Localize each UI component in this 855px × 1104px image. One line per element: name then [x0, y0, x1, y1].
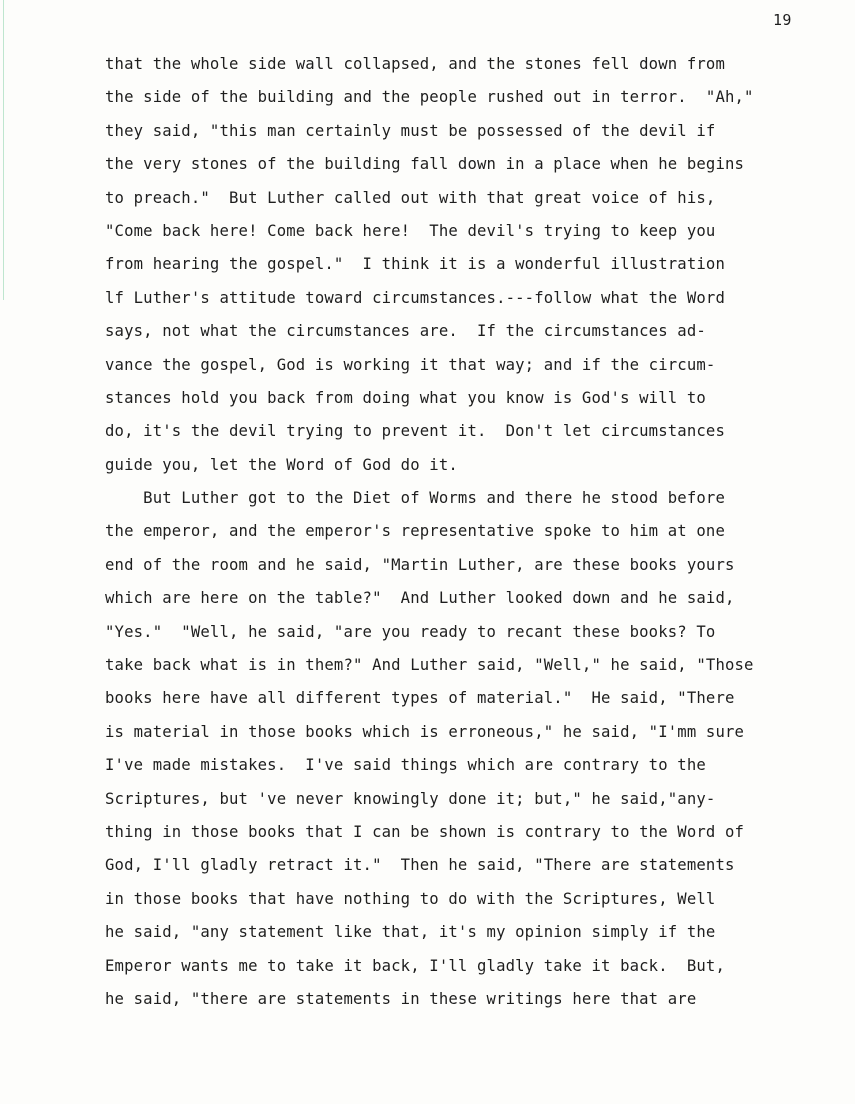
- text-line: is material in those books which is erroneous," he said, "I'mm sure: [105, 722, 745, 741]
- text-line: guide you, let the Word of God do it.: [105, 455, 458, 474]
- text-line: Scriptures, but 've never knowingly done it; but," he said,"any-: [105, 789, 716, 808]
- text-line: they said, "this man certainly must be possessed of the devil if: [105, 121, 716, 140]
- text-line: lf Luther's attitude toward circumstances.---follow what the Word: [105, 288, 725, 307]
- text-line: the side of the building and the people rushed out in terror. "Ah,": [105, 88, 754, 107]
- text-line: take back what is in them?" And Luther said, "Well," he said, "Those: [105, 656, 754, 675]
- text-line: thing in those books that I can be shown is contrary to the Word of: [105, 822, 745, 841]
- page-number: 19: [773, 11, 792, 29]
- text-line: says, not what the circumstances are. If the circumstances ad-: [105, 322, 706, 341]
- text-line: to preach." But Luther called out with that great voice of his,: [105, 188, 716, 207]
- text-line: But Luther got to the Diet of Worms and there he stood before: [105, 489, 725, 508]
- text-line: that the whole side wall collapsed, and the stones fell down from: [105, 55, 725, 73]
- text-line: God, I'll gladly retract it." Then he said, "There are statements: [105, 856, 735, 875]
- text-line: he said, "any statement like that, it's my opinion simply if the: [105, 923, 716, 942]
- text-line: from hearing the gospel." I think it is a wonderful illustration: [105, 255, 725, 274]
- text-line: the emperor, and the emperor's representative spoke to him at one: [105, 522, 725, 541]
- text-line: "Yes." "Well, he said, "are you ready to recant these books? To: [105, 622, 716, 641]
- margin-mark: [3, 0, 4, 300]
- text-line: stances hold you back from doing what you know is God's will to: [105, 388, 706, 407]
- text-line: "Come back here! Come back here! The devil's trying to keep you: [105, 221, 716, 240]
- text-line: do, it's the devil trying to prevent it. Don't let circumstances: [105, 422, 725, 441]
- text-line: in those books that have nothing to do with the Scriptures, Well: [105, 889, 716, 908]
- text-line: vance the gospel, God is working it that way; and if the circum-: [105, 355, 716, 374]
- text-line: I've made mistakes. I've said things which are contrary to the: [105, 756, 706, 775]
- body-text: [105, 48, 805, 1016]
- text-line: which are here on the table?" And Luther looked down and he said,: [105, 589, 735, 608]
- text-line: end of the room and he said, "Martin Luther, are these books yours: [105, 555, 735, 574]
- text-line: he said, "there are statements in these writings here that are: [105, 989, 697, 1008]
- text-line: books here have all different types of material." He said, "There: [105, 689, 735, 708]
- text-line: Emperor wants me to take it back, I'll gladly take it back. But,: [105, 956, 725, 975]
- text-line: the very stones of the building fall down in a place when he begins: [105, 155, 745, 174]
